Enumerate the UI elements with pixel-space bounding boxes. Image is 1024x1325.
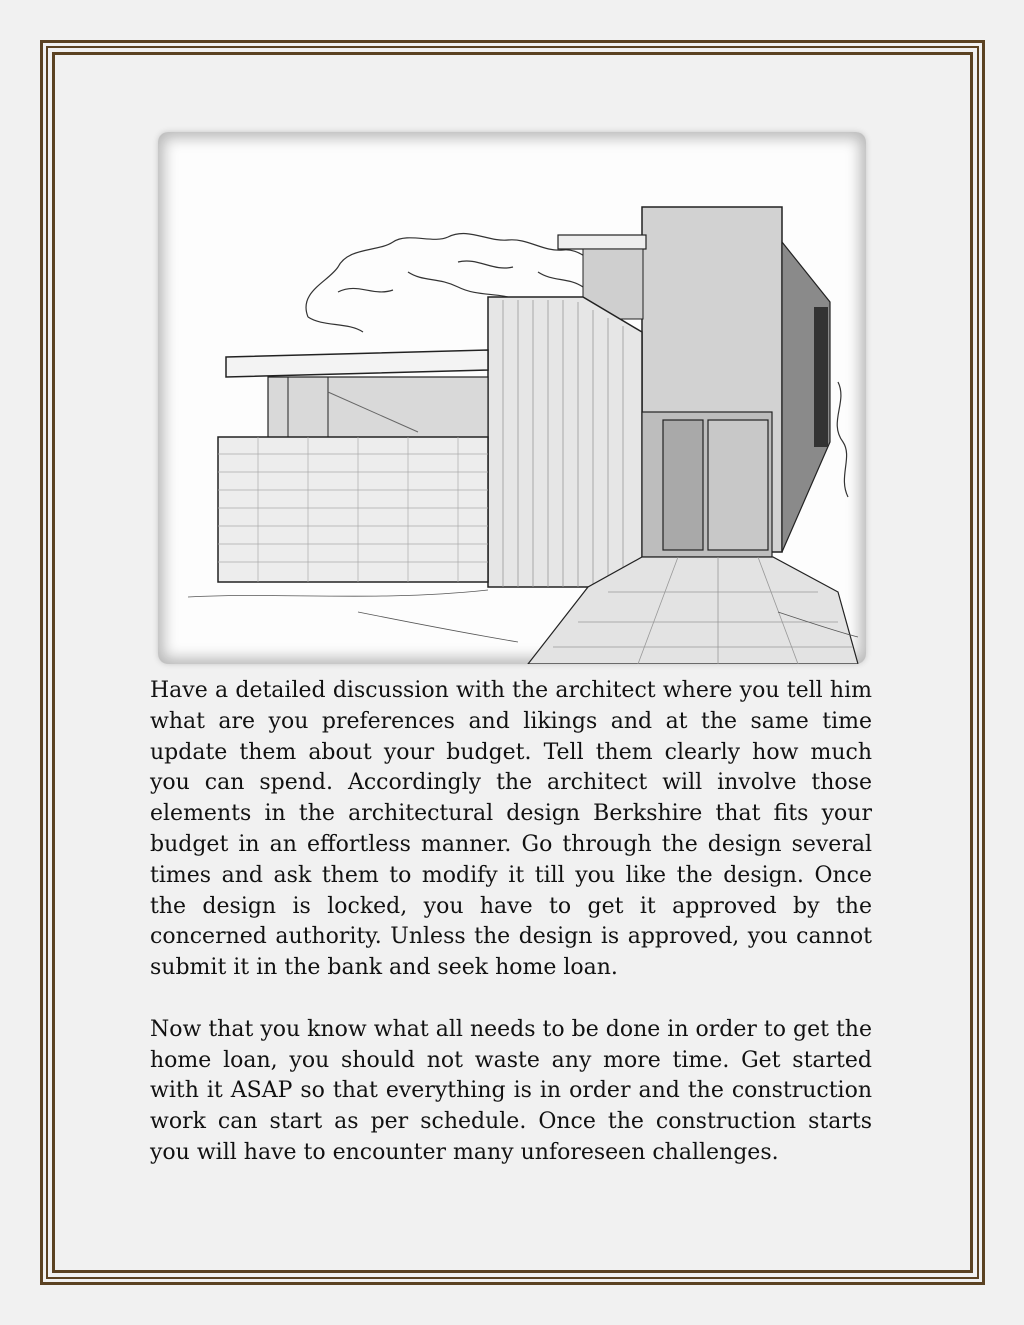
paragraph-1-text-after: that fits your budget in an effortless manner. Go through the design several times and ask them to modify it till you like the design. Once the design is locked, you have to get it approved by the concerned authority. Unless the design is approved, you cannot submit it in the bank and seek home loan.: [150, 801, 872, 981]
paragraph-2: Now that you know what all needs to be done in order to get the home loan, you should not waste any more time. Get started with it ASAP so that everything is in order and the construction work can start as per schedule. Once the construction starts you will have to encounter many unforeseen challenges.: [150, 1016, 872, 1165]
architectural-design-link[interactable]: architectural design Berkshire: [348, 801, 703, 827]
paragraph-1: [150, 676, 872, 984]
paragraph-1-text-before: Have a detailed discussion with the architect where you tell him what are you preferences and likings and at the same time update them about your budget. Tell them clearly how much you can spend. Accordingly the architect will involve those elements in the: [150, 678, 872, 827]
house-sketch-illustration: [158, 132, 866, 664]
house-sketch-drawing: [158, 132, 866, 664]
body-text: [150, 676, 872, 1200]
